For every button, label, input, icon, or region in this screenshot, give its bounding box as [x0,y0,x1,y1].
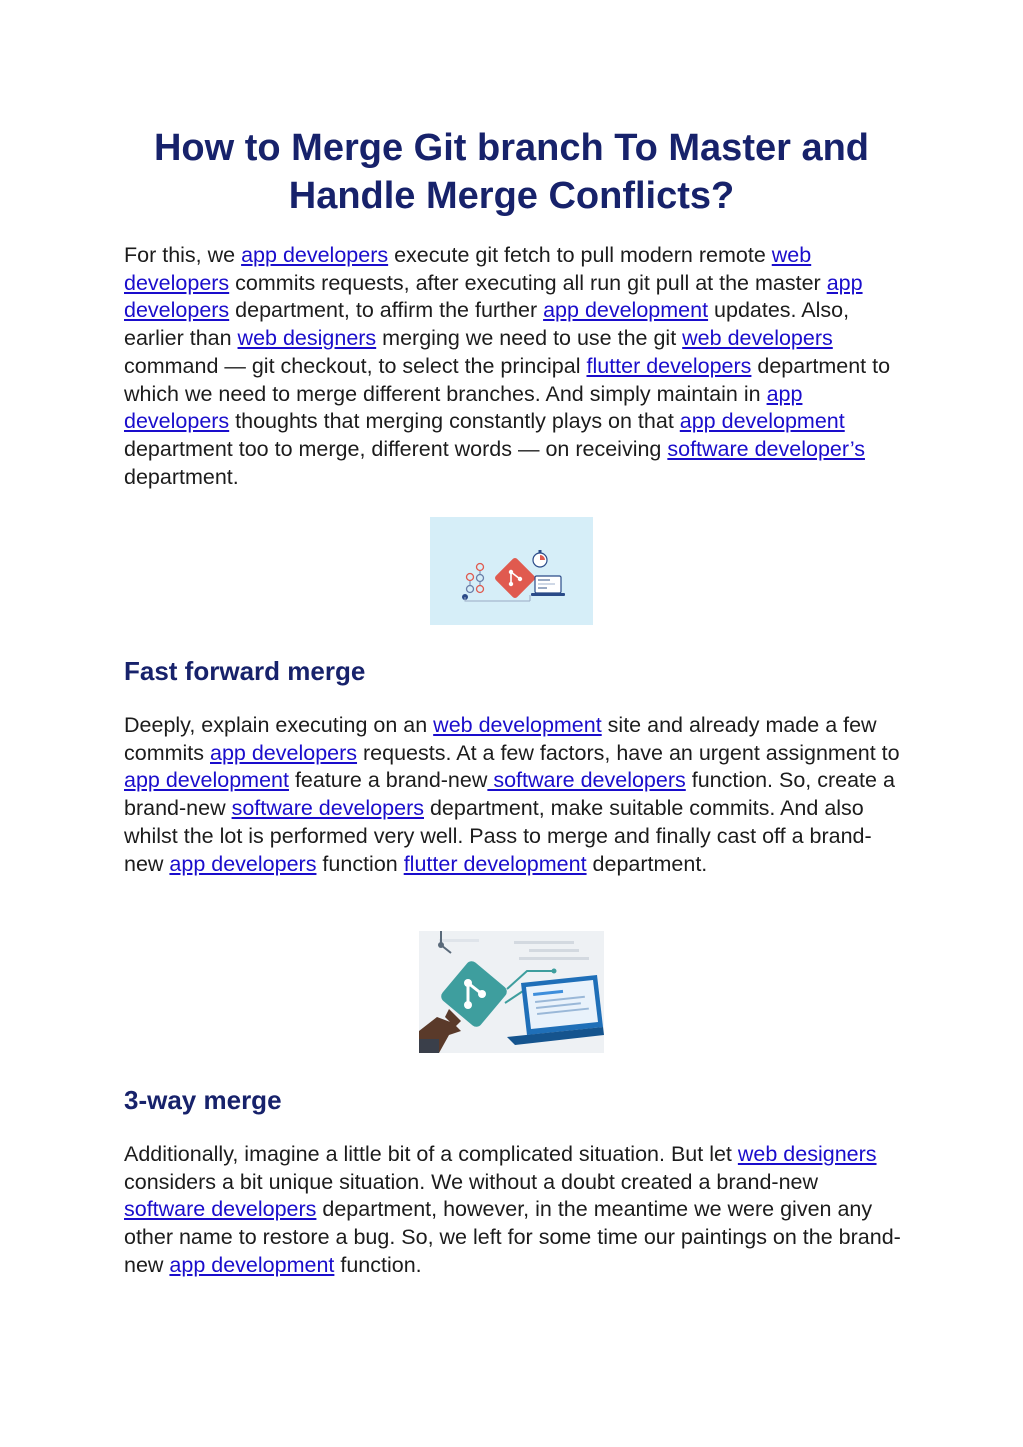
section-heading-fast-forward: Fast forward merge [124,656,366,686]
link-app-development[interactable]: app development [124,768,289,793]
text-run: For this, we [124,243,242,267]
text-run: commits requests, after executing all run git pull at the master [229,270,827,295]
link-app-development[interactable]: app development [543,298,709,323]
page-title: How to Merge Git branch To Master and Handle Merge Conflicts? [153,127,870,217]
link-flutter-developers[interactable]: flutter developers [586,353,752,378]
text-run: function. So, create a brand-new [124,768,895,821]
text-run: command — git checkout, to select the principal [124,353,587,378]
link-software-developers[interactable]: software developers [124,1197,317,1222]
link-app-developers[interactable]: app developers [241,243,389,267]
text-run: site and already made a few commits [124,713,877,765]
link-app-developers[interactable]: app developers [124,381,803,434]
text-run: feature a brand-new [288,768,488,793]
intro-paragraph [124,242,904,491]
link-app-developers[interactable]: app developers [169,851,317,876]
text-run: thoughts that merging constantly plays on that [229,409,680,434]
3-way-merge-paragraph [124,1141,904,1280]
link-software-developers[interactable]: software developers [487,768,686,793]
fast-forward-paragraph [124,712,904,878]
link-app-development[interactable]: app development [679,409,845,434]
link-software-developers[interactable]: software developers [231,796,424,821]
section-heading-3-way-merge: 3-way merge [124,1085,282,1115]
text-run: Additionally, imagine a little bit of a complicated situation. But let [124,1142,738,1166]
text-run: department, to affirm the further [229,298,544,323]
text-run: merging we need to use the git [376,326,683,351]
text-run: requests. At a few factors, have an urgent assignment to [357,740,900,765]
text-run: department. [586,851,708,876]
link-app-development[interactable]: app development [169,1252,335,1277]
text-run: department too to merge, different words — on receiving [124,436,668,461]
link-app-developers[interactable]: app developers [124,270,863,323]
git-hand-laptop-illustration-icon [419,931,604,1053]
link-app-developers[interactable]: app developers [210,740,358,765]
link-web-designers[interactable]: web designers [737,1142,877,1166]
link-web-developers[interactable]: web developers [124,243,812,295]
text-run: function. [334,1252,422,1277]
text-run: department to which we need to merge different branches. And simply maintain in [124,353,891,406]
link-web-developers[interactable]: web developers [682,326,833,351]
link-web-development[interactable]: web development [433,713,602,737]
text-run: Deeply, explain executing on an [124,713,434,737]
git-merge-illustration-icon [430,517,593,625]
text-run: execute git fetch to pull modern remote [388,243,772,267]
link-web-designers[interactable]: web designers [237,326,377,351]
text-run: department, make suitable commits. And also whilst the lot is performed very well. Pass to merge and finally cast off a brand-new [124,796,872,876]
link-flutter-development[interactable]: flutter development [403,851,587,876]
text-run: department, however, in the meantime we were given any other name to restore a bug. So, we left for some time our paintings on the brand-new [124,1197,901,1277]
text-run: function [316,851,404,876]
text-run: considers a bit unique situation. We without a doubt created a brand-new [124,1169,819,1194]
text-run: updates. Also, earlier than [124,298,850,351]
text-run: department. [124,464,239,489]
link-software-developers[interactable]: software developer’s [667,436,865,461]
